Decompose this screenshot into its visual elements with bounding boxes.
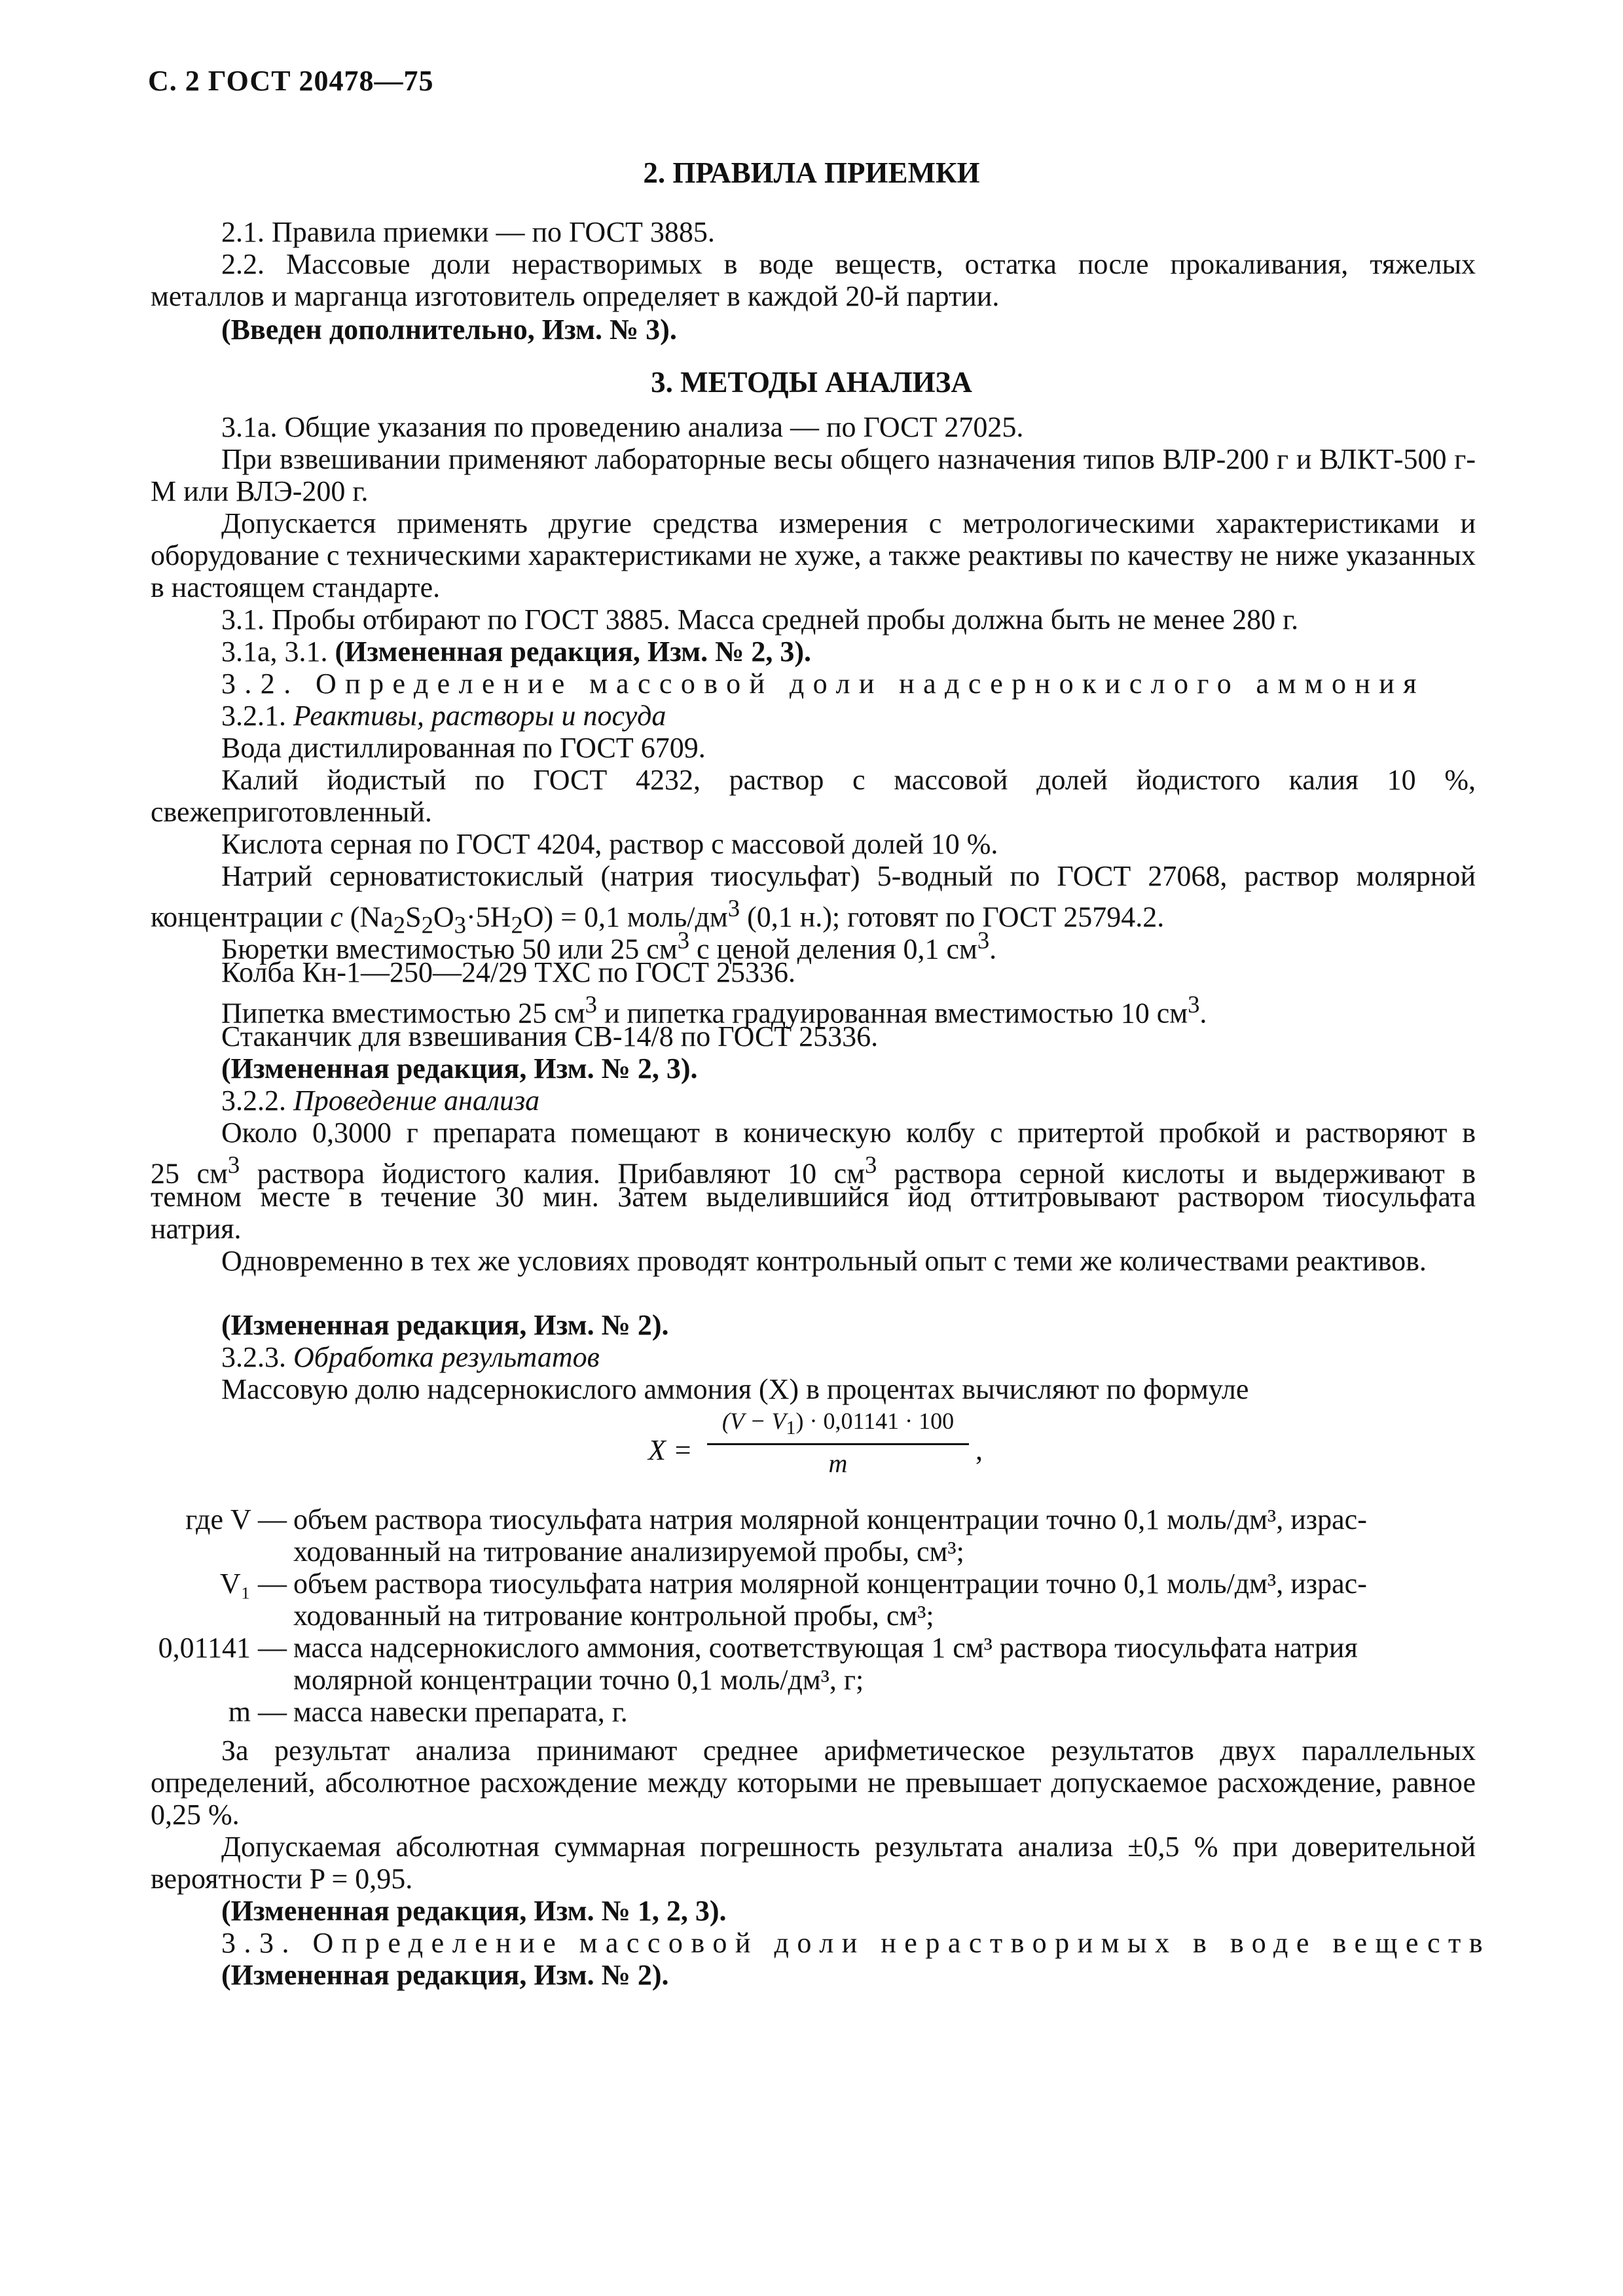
- procedure-line3: темном месте в течение 30 мин. Затем выделившийся йод оттитровывают раствором тиосульфата: [151, 1181, 1476, 1213]
- clause-2-1: 2.1. Правила приемки — по ГОСТ 3885.: [221, 216, 715, 248]
- formula-comma: ,: [976, 1434, 983, 1466]
- equipment-weighing-cup: Стаканчик для взвешивания СВ-14/8 по ГОСТ 25336.: [221, 1020, 879, 1052]
- text-run: ) · 0,01141 · 100: [795, 1408, 955, 1434]
- text-run: O: [433, 901, 454, 933]
- legend-text: ходованный на титрование контрольной пробы, см³;: [293, 1600, 934, 1632]
- text-run: с ценой деления 0,1 см: [689, 933, 977, 965]
- subscript: 1: [786, 1417, 796, 1439]
- clause-title: Обработка результатов: [293, 1341, 600, 1373]
- text-run: O) = 0,1 моль/дм: [522, 901, 728, 933]
- text-run: раствора йодистого калия. Прибавляют 10 см: [240, 1157, 866, 1190]
- clause-ref: 3.1а, 3.1.: [221, 636, 328, 668]
- procedure-line4: натрия.: [151, 1213, 242, 1245]
- superscript: 3: [227, 1151, 240, 1178]
- result-paragraph: За результат анализа принимают среднее арифметическое результатов двух параллельных определений, абсолютное расхождение между которыми не превышает допускаемое расхождение, равное 0,25 %.: [151, 1734, 1476, 1831]
- clause-3-1-amendment: [221, 636, 811, 668]
- text-run: ·5H: [466, 901, 511, 933]
- blank-test-paragraph: Одновременно в тех же условиях проводят контрольный опыт с теми же количествами реактивов.: [221, 1245, 1427, 1277]
- text-run: c: [330, 901, 343, 933]
- clause-3-2-3-heading: [221, 1341, 600, 1373]
- legend-text: объем раствора тиосульфата натрия молярной концентрации точно 0,1 моль/дм³, израс-: [293, 1568, 1367, 1600]
- amendment-note: (Измененная редакция, Изм. № 1, 2, 3).: [221, 1895, 727, 1927]
- subscript: 2: [511, 911, 523, 939]
- clause-number: 3.2.3.: [221, 1341, 286, 1373]
- clause-3-2-2-heading: [221, 1085, 539, 1117]
- formula-numerator: [707, 1407, 969, 1439]
- legend-text: молярной концентрации точно 0,1 моль/дм³, г;: [293, 1664, 864, 1696]
- clause-number: 3.2.2.: [221, 1085, 286, 1117]
- reagent-potassium-iodide: Калий йодистый по ГОСТ 4232, раствор с массовой долей йодистого калия 10 %, свежеприготовленный.: [151, 764, 1476, 828]
- text-run: и пипетка градуированная вместимостью 10 см: [597, 997, 1188, 1030]
- clause-3-3-heading: 3.3. Определение массовой доли нерастворимых в воде веществ: [221, 1927, 1491, 1959]
- clause-2-2-line1: 2.2. Массовые доли нерастворимых в воде веществ, остатка после прокаливания, тяжелых: [221, 248, 1476, 280]
- weighing-paragraph: При взвешивании применяют лабораторные весы общего назначения типов ВЛР-200 г и ВЛКТ-500 г-М или ВЛЭ-200 г.: [151, 443, 1476, 507]
- legend-label: где V —: [185, 1503, 287, 1535]
- text-run: .: [989, 933, 997, 965]
- superscript: 3: [585, 991, 597, 1018]
- page-header: С. 2 ГОСТ 20478—75: [148, 65, 434, 97]
- amendment-note: (Измененная редакция, Изм. № 2, 3).: [221, 1052, 698, 1085]
- superscript: 3: [865, 1151, 877, 1178]
- text-run: (V − V: [721, 1408, 786, 1434]
- clause-title: Проведение анализа: [293, 1085, 540, 1117]
- text-run: Пипетка вместимостью 25 см: [221, 997, 585, 1030]
- subscript: 3: [454, 911, 466, 939]
- reagent-sulfuric-acid: Кислота серная по ГОСТ 4204, раствор с массовой долей 10 %.: [221, 828, 998, 860]
- formula-denominator: m: [828, 1448, 848, 1479]
- text-run: .: [1199, 997, 1207, 1030]
- fraction-bar: [707, 1443, 969, 1445]
- amendment-note: (Измененная редакция, Изм. № 2).: [221, 1309, 669, 1341]
- text-run: раствора серной кислоты и выдерживают в: [877, 1157, 1476, 1190]
- text-run: 25 см: [151, 1157, 228, 1190]
- subscript: 2: [393, 911, 406, 939]
- amendment-note: (Измененная редакция, Изм. № 2, 3).: [335, 636, 812, 668]
- superscript: 3: [1188, 991, 1200, 1018]
- clause-3-1a: 3.1а. Общие указания по проведению анализа — по ГОСТ 27025.: [221, 411, 1024, 443]
- formula-fraction: [707, 1407, 969, 1479]
- section-2-title: 2. ПРАВИЛА ПРИЕМКИ: [643, 156, 980, 189]
- legend-label: V₁ —: [219, 1568, 287, 1600]
- legend-text: ходованный на титрование анализируемой пробы, см³;: [293, 1535, 964, 1568]
- legend-text: масса навески препарата, г.: [293, 1696, 628, 1728]
- superscript: 3: [727, 895, 740, 922]
- text-run: S: [405, 901, 422, 933]
- clause-title: Реактивы, растворы и посуда: [293, 700, 666, 732]
- equipment-flask: Колба Кн-1—250—24/29 ТХС по ГОСТ 25336.: [221, 956, 795, 988]
- clause-number: 3.2.1.: [221, 700, 286, 732]
- amendment-note: (Введен дополнительно, Изм. № 3).: [221, 314, 677, 346]
- legend-label: 0,01141 —: [158, 1632, 287, 1664]
- reagent-water: Вода дистиллированная по ГОСТ 6709.: [221, 732, 706, 764]
- text-run: (0,1 н.); готовят по ГОСТ 25794.2.: [740, 901, 1165, 933]
- clause-2-2-line2: металлов и марганца изготовитель определяет в каждой 20-й партии.: [151, 280, 1000, 312]
- error-paragraph: Допускаемая абсолютная суммарная погрешность результата анализа ±0,5 % при доверительной вероятности P = 0,95.: [151, 1831, 1476, 1895]
- superscript: 3: [677, 927, 690, 954]
- clause-3-2-heading: 3.2. Определение массовой доли надсернокислого аммония: [221, 668, 1425, 700]
- legend-text: объем раствора тиосульфата натрия молярной концентрации точно 0,1 моль/дм³, израс-: [293, 1503, 1367, 1535]
- legend-label: m —: [228, 1696, 287, 1728]
- superscript: 3: [977, 927, 990, 954]
- clause-3-1: 3.1. Пробы отбирают по ГОСТ 3885. Масса средней пробы должна быть не менее 280 г.: [221, 603, 1299, 636]
- amendment-note: (Измененная редакция, Изм. № 2).: [221, 1959, 669, 1991]
- subscript: 2: [421, 911, 433, 939]
- section-3-title: 3. МЕТОДЫ АНАЛИЗА: [651, 366, 972, 399]
- calculation-intro: Массовую долю надсернокислого аммония (X) в процентах вычисляют по формуле: [221, 1373, 1249, 1405]
- legend-text: масса надсернокислого аммония, соответствующая 1 см³ раствора тиосульфата натрия: [293, 1632, 1358, 1664]
- equipment-paragraph: Допускается применять другие средства измерения с метрологическими характеристиками и оборудование с техническими характеристиками не хуже, а также реактивы по качеству не ниже указанных в настоящем стандарте.: [151, 507, 1476, 603]
- reagent-thiosulfate-line1: Натрий серноватистокислый (натрия тиосульфат) 5-водный по ГОСТ 27068, раствор молярной: [221, 860, 1476, 892]
- procedure-line1: Около 0,3000 г препарата помещают в коническую колбу с притертой пробкой и растворяют в: [221, 1117, 1476, 1149]
- text-run: (Na: [342, 901, 393, 933]
- formula-lhs: X =: [648, 1434, 693, 1466]
- text-run: концентрации: [151, 901, 323, 933]
- clause-3-2-1-heading: [221, 700, 666, 732]
- text-run: Бюретки вместимостью 50 или 25 см: [221, 933, 678, 965]
